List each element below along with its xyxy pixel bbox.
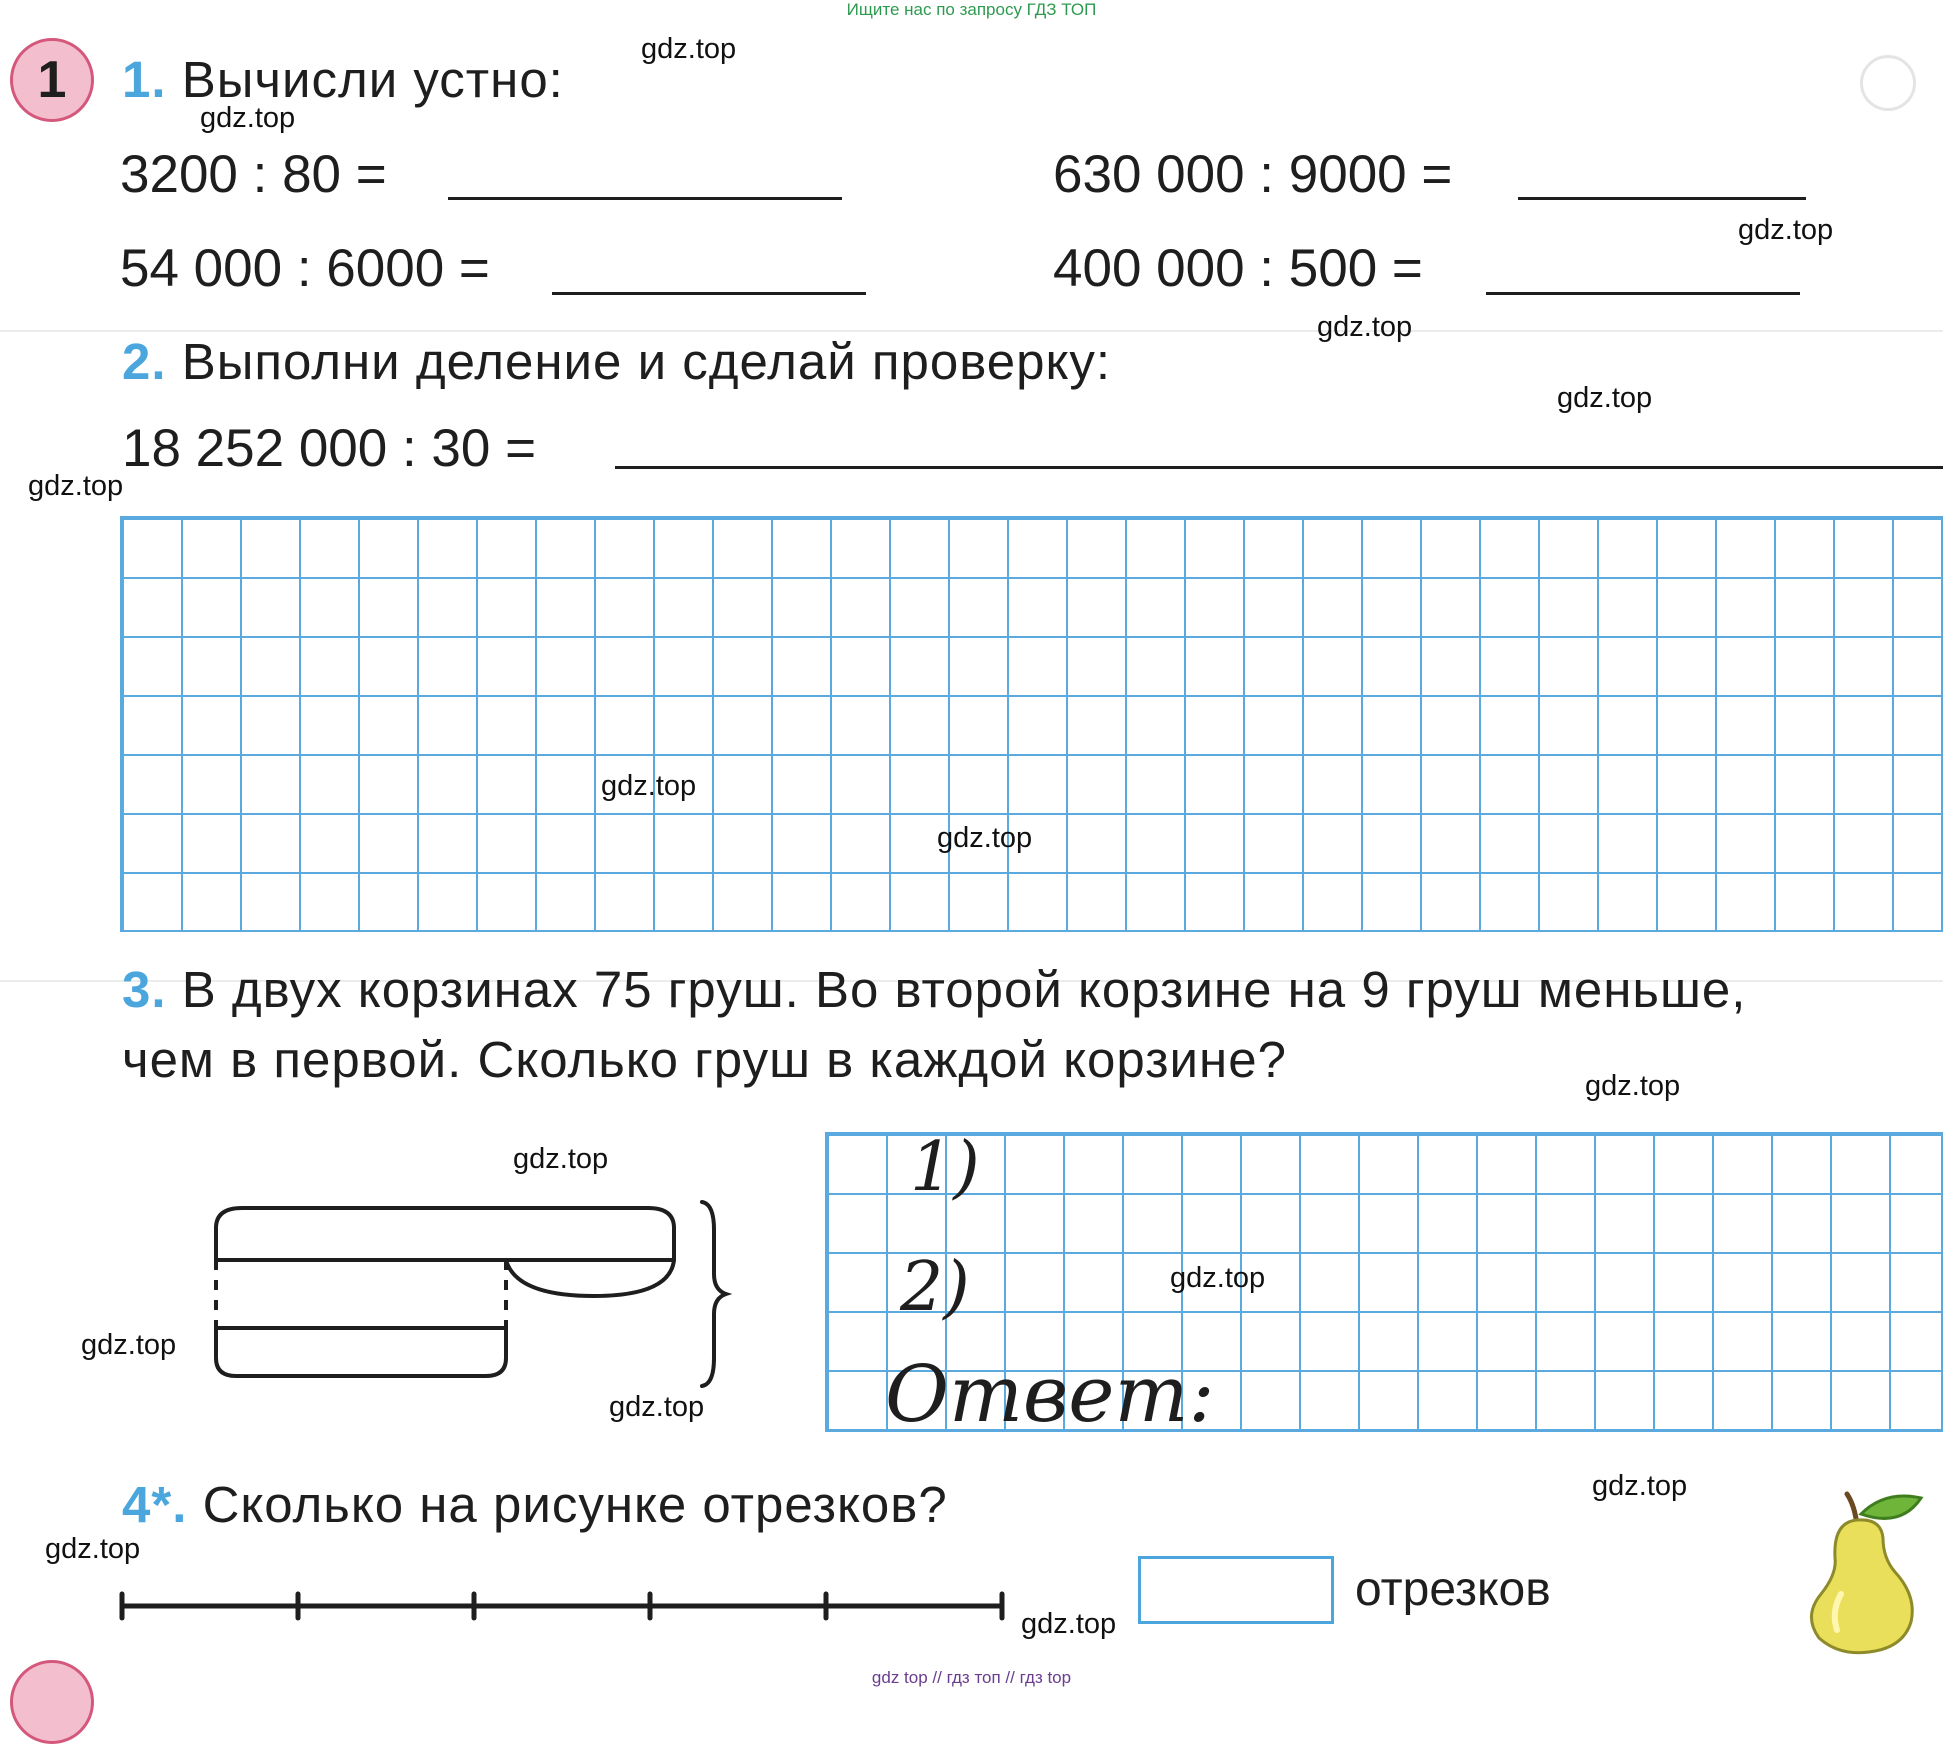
task2-expression: 18 252 000 : 30 = [122, 419, 537, 478]
watermark: gdz.top [513, 1143, 609, 1175]
segments-unit-label: отрезков [1355, 1563, 1551, 1616]
task1-expression: 3200 : 80 = [120, 145, 387, 204]
task2-title: Выполни деление и сделай проверку: [181, 333, 1112, 390]
task3-step1: 1) [910, 1128, 980, 1207]
watermark: gdz.top [1557, 382, 1653, 414]
watermark: gdz.top [1592, 1470, 1688, 1502]
watermark: gdz.top [609, 1391, 705, 1423]
segments-figure [112, 1586, 1012, 1626]
page-number-badge: 1 [10, 38, 94, 122]
task4-number: 4*. [122, 1476, 188, 1533]
watermark: gdz.top [45, 1533, 141, 1565]
answer-line[interactable] [1486, 292, 1800, 295]
answer-line[interactable] [615, 466, 1943, 469]
task1-title: Вычисли устно: [181, 51, 564, 108]
watermark: gdz.top [601, 770, 697, 802]
watermark: gdz.top [1317, 311, 1413, 343]
watermark: gdz.top [81, 1329, 177, 1361]
watermark: gdz.top [1585, 1070, 1681, 1102]
segments-answer-box[interactable] [1138, 1556, 1334, 1624]
task2-work-grid[interactable] [120, 516, 1943, 932]
answer-line[interactable] [1518, 197, 1806, 200]
task3-line2: чем в первой. Сколько груш в каждой корзине? [122, 1031, 1287, 1088]
task1-expression: 54 000 : 6000 = [120, 239, 490, 298]
task2-heading [122, 332, 1111, 391]
watermark: gdz.top [641, 33, 737, 65]
task3-diagram [200, 1190, 740, 1390]
watermark: gdz.top [937, 822, 1033, 854]
task3-line1 [122, 960, 1746, 1019]
task4-title: Сколько на рисунке отрезков? [202, 1476, 948, 1533]
task1-heading [122, 50, 564, 109]
answer-line[interactable] [448, 197, 842, 200]
task3-number: 3. [122, 961, 167, 1018]
watermark: gdz.top [28, 470, 124, 502]
watermark: gdz.top [1738, 214, 1834, 246]
task3-answer-label: Ответ: [885, 1350, 1215, 1440]
watermark: gdz.top [1170, 1262, 1266, 1294]
task1-number: 1. [122, 51, 167, 108]
task3-text: В двух корзинах 75 груш. Во второй корзине на 9 груш меньше, [181, 961, 1747, 1018]
bottom-banner[interactable]: gdz top // гдз топ // гдз top [871, 1668, 1072, 1687]
task1-expression: 400 000 : 500 = [1053, 239, 1423, 298]
pear-icon [1795, 1486, 1935, 1656]
answer-line[interactable] [552, 292, 866, 295]
task1-expression: 630 000 : 9000 = [1053, 145, 1453, 204]
task2-number: 2. [122, 333, 167, 390]
watermark: gdz.top [200, 102, 296, 134]
top-banner[interactable]: Ищите нас по запросу ГДЗ ТОП [846, 0, 1097, 19]
task4-heading [122, 1475, 948, 1534]
task3-step2: 2) [900, 1248, 970, 1327]
watermark: gdz.top [1021, 1608, 1117, 1640]
